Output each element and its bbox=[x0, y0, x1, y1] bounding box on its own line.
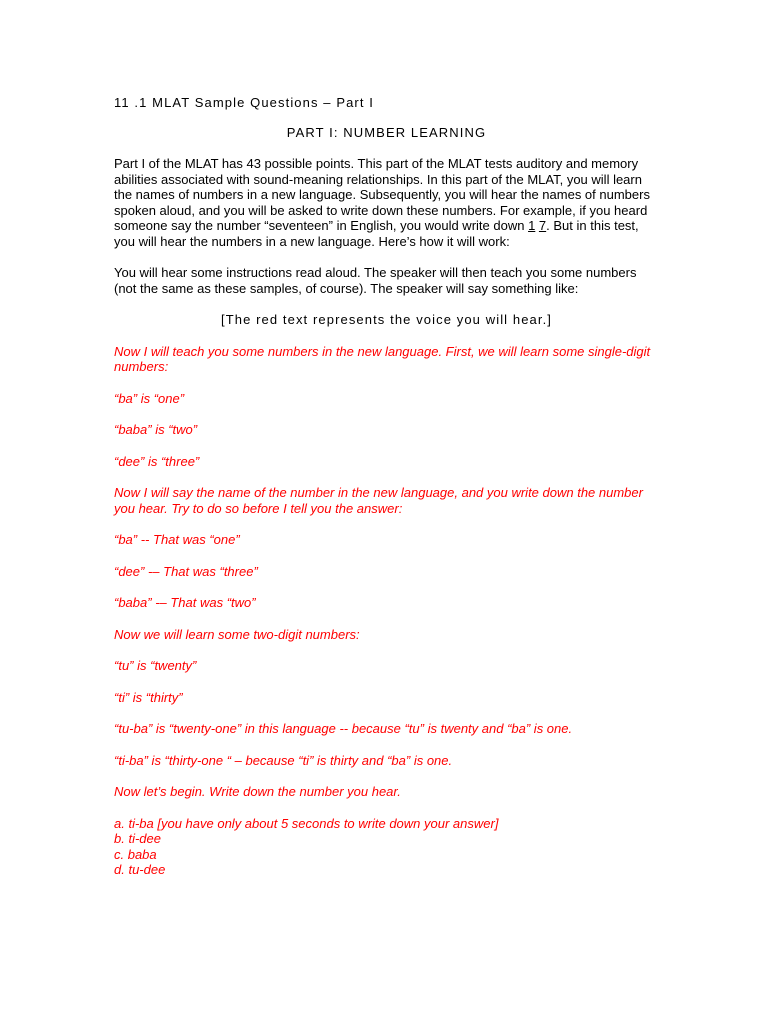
voice-ba: “ba” is “one” bbox=[114, 390, 185, 406]
question-item: d. tu-dee bbox=[114, 862, 166, 877]
color-note: [The red text represents the voice you will hear.] bbox=[220, 312, 553, 327]
intro-text-end: . But in this test, you will hear the numbers in a new language. Here’s how it will work: bbox=[114, 218, 639, 249]
example-digit-2: 7 bbox=[538, 218, 547, 233]
voice-baba: “baba” is “two” bbox=[114, 422, 198, 437]
voice-answer-ba: “ba” -- That was “one” bbox=[114, 532, 240, 547]
question-item: a. ti-ba [you have only about 5 seconds to write down your answer] bbox=[114, 815, 499, 831]
document-header: 11 .1 MLAT Sample Questions – Part I bbox=[114, 95, 374, 110]
voice-tu-ba: “tu-ba” is “twenty-one” in this language -- because “tu” is twenty and “ba” is one. bbox=[114, 721, 573, 736]
question-item: c. baba bbox=[114, 846, 157, 862]
voice-answer-baba: “baba” -– That was “two” bbox=[114, 595, 256, 610]
voice-two-digit-intro: Now we will learn some two-digit numbers: bbox=[114, 626, 360, 642]
question-list bbox=[114, 816, 659, 878]
section-title: PART I: NUMBER LEARNING bbox=[286, 124, 487, 140]
voice-tu: “tu” is “twenty” bbox=[114, 658, 197, 673]
voice-begin: Now let’s begin. Write down the number you hear. bbox=[114, 784, 401, 799]
intro-text: Part I of the MLAT has 43 possible points. This part of the MLAT tests auditory and memory abilities associated with sound-meaning relationships. In this part of the MLAT, you will learn the names of numbers in a new language. Subsequently, you will hear the names of numbers spoken aloud, and you will be asked to write down these numbers. For example, if you heard someone say the number “seventeen” in English, you would write down bbox=[114, 156, 650, 233]
voice-ti: “ti” is “thirty” bbox=[114, 689, 183, 705]
intro-paragraph bbox=[114, 156, 659, 249]
voice-ti-ba: “ti-ba” is “thirty-one “ – because “ti” is thirty and “ba” is one. bbox=[114, 752, 453, 768]
example-digit-1: 1 bbox=[528, 218, 536, 233]
voice-intro: Now I will teach you some numbers in the new language. First, we will learn some single-digit numbers: bbox=[114, 343, 651, 374]
voice-practice-intro: Now I will say the name of the number in the new language, and you write down the number you hear. Try to do so before I tell you the answer: bbox=[114, 485, 643, 516]
document-page bbox=[114, 95, 659, 878]
instructions-paragraph: You will hear some instructions read aloud. The speaker will then teach you some numbers (not the same as these samples, of course). The speaker will say something like: bbox=[114, 265, 637, 296]
voice-dee: “dee” is “three” bbox=[114, 453, 200, 469]
question-item: b. ti-dee bbox=[114, 831, 161, 846]
voice-answer-dee: “dee” -– That was “three” bbox=[114, 563, 258, 579]
